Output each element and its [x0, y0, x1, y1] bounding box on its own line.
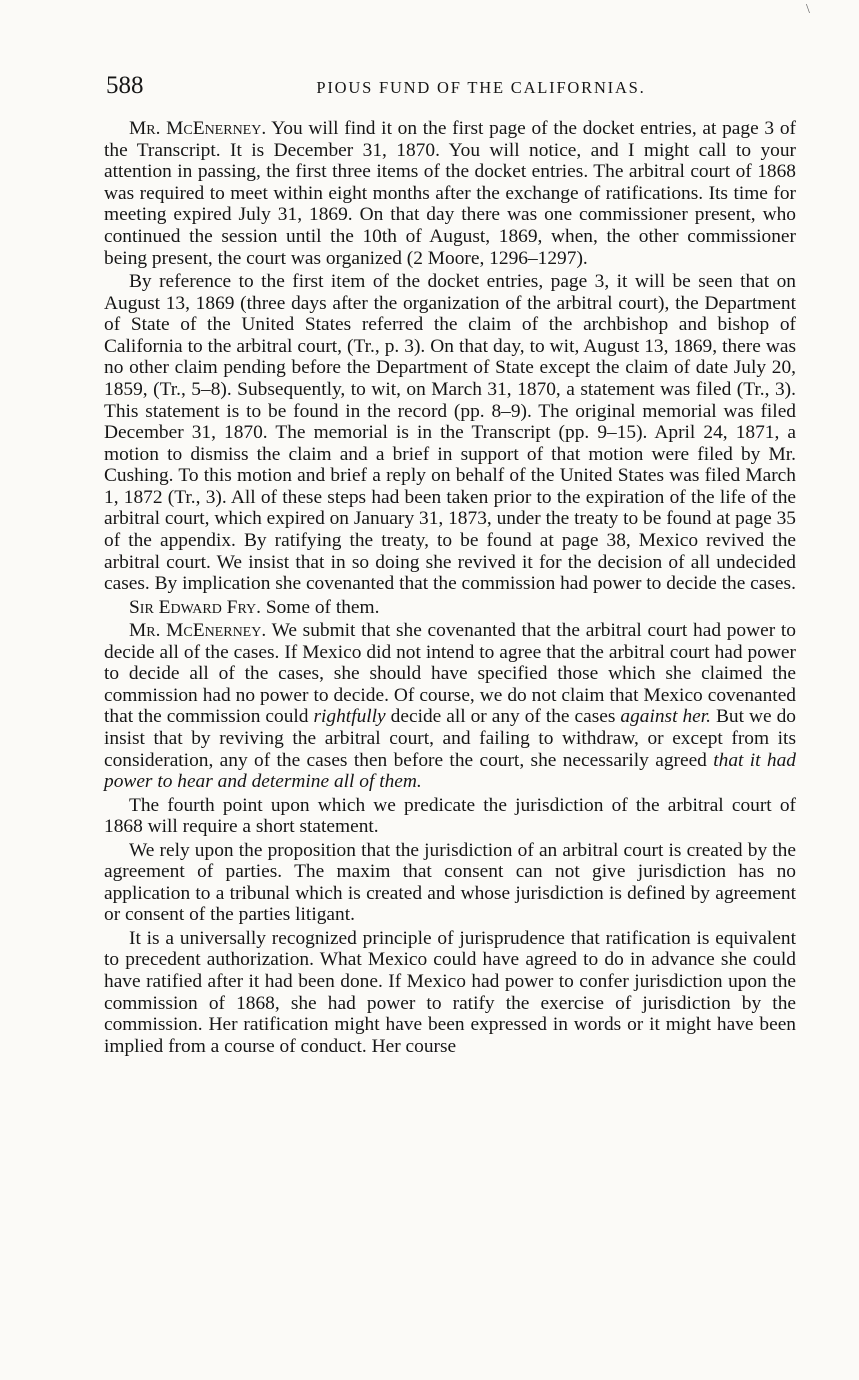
- italic-text: against her.: [620, 706, 712, 728]
- paragraph-text: We submit that she covenanted that the arbitral court had power to decide all of the cases. If Mexico did not intend to agree that the arbitral court had power to decide all of the cases, she should have specified those which she claimed the commission had no power to decide. Of course, we do not claim that Mexico covenanted that the commission could: [104, 620, 796, 728]
- paragraph-2: [104, 271, 796, 595]
- speaker-name: Sir Edward Fry.: [129, 596, 261, 618]
- paragraph-7: [104, 928, 796, 1058]
- paragraph-4: [104, 620, 796, 793]
- speaker-name: Mr. McEnerney.: [129, 118, 267, 139]
- running-title: PIOUS FUND OF THE CALIFORNIAS.: [316, 78, 646, 97]
- page-header: [106, 72, 796, 102]
- speaker-name: Mr. McEnerney.: [129, 620, 267, 642]
- italic-text: rightfully: [313, 706, 386, 728]
- paragraph-text: But we do insist that by reviving the arbitral court, and failing to withdraw, or except from its consideration, any of the cases then before the court, she necessarily agreed: [104, 706, 796, 771]
- paragraph-text: Some of them.: [265, 596, 380, 618]
- paragraph-1: [104, 118, 796, 269]
- paragraph-text: By reference to the first item of the docket entries, page 3, it will be seen that on August 13, 1869 (three days after the organization of the arbitral court), the Department of State of the United States referred the claim of the archbishop and bishop of California to the arbitral court, (Tr., p. 3). On that day, to wit, August 13, 1869, there was no other claim pending before the Department of State except the claim of date July 20, 1859, (Tr., 5–8). Subsequently, to wit, on March 31, 1870, a statement was filed (Tr., 3). This statement is to be found in the record (pp. 8–9). The original memorial was filed December 31, 1870. The memorial is in the Transcript (pp. 9–15). April 24, 1871, a motion to dismiss the claim and a brief in support of that motion were filed by Mr. Cushing. To this motion and brief a reply on behalf of the United States was filed March 1, 1872 (Tr., 3). All of these steps had been taken prior to the expiration of the life of the arbitral court, which expired on January 31, 1873, under the treaty to be found at page 35 of the appendix. By ratifying the treaty, to be found at page 38, Mexico revived the arbitral court. We insist that in so doing she revived it for the decision of all undecided cases. By implication she covenanted that the commission had power to decide the cases.: [104, 270, 796, 595]
- paragraph-6: [104, 840, 796, 926]
- paragraph-text: decide all or any of the cases: [390, 706, 616, 728]
- paragraph-text: The fourth point upon which we predicate the jurisdiction of the arbitral court of 1868 will require a short statement.: [104, 794, 796, 838]
- paragraph-5: [104, 795, 796, 838]
- paragraph-text: It is a universally recognized principle of jurisprudence that ratification is equivalent to precedent authorization. What Mexico could have agreed to do in advance she could have ratified after it had been done. If Mexico had power to confer jurisdiction upon the commission of 1868, she had power to ratify the exercise of jurisdiction by the commission. Her ratification might have been expressed in words or it might have been implied from a course of conduct. Her course: [104, 927, 796, 1057]
- scan-mark: \: [806, 2, 810, 17]
- paragraph-text: You will find it on the first page of the docket entries, at page 3 of the Transcript. It is December 31, 1870. You will notice, and I might call to your attention in passing, the first three items of the docket entries. The arbitral court of 1868 was required to meet within eight months after the exchange of ratifications. Its time for meeting expired July 31, 1869. On that day there was one commissioner present, who continued the session until the 10th of August, 1869, when, the other commissioner being present, the court was organized (2 Moore, 1296–1297).: [104, 118, 796, 269]
- body-text: [104, 118, 796, 1059]
- paragraph-text: We rely upon the proposition that the jurisdiction of an arbitral court is created by the agreement of parties. The maxim that consent can not give jurisdiction has no application to a tribunal which is created and whose jurisdiction is defined by agreement or consent of the parties litigant.: [104, 839, 796, 926]
- paragraph-3: [104, 597, 796, 619]
- page-number: 588: [106, 72, 144, 99]
- italic-text: that it had power to hear and determine all of them.: [104, 749, 796, 793]
